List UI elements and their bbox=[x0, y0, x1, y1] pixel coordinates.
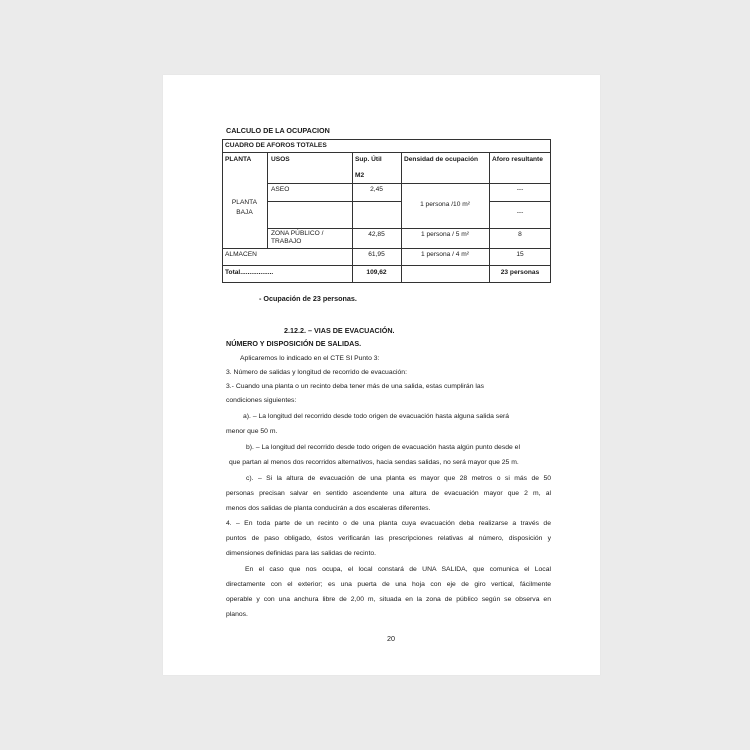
paragraph-line: condiciones siguientes: bbox=[226, 397, 297, 404]
row-aseo-uso: ASEO bbox=[271, 186, 290, 193]
paragraph-line: dimensiones definidas para las salidas de recinto. bbox=[226, 550, 376, 557]
aforos-table bbox=[222, 139, 551, 283]
row-total-aforo: 23 personas bbox=[500, 269, 540, 276]
paragraph-line: a). – La longitud del recorrido desde todo origen de evacuación hasta alguna salida será bbox=[243, 413, 510, 420]
densidad-shared: 1 persona /10 m² bbox=[420, 201, 470, 208]
paragraph-line: En el caso que nos ocupa, el local constará de UNA SALIDA, que comunica el Local bbox=[245, 566, 551, 573]
row-almacen-densidad: 1 persona / 4 m² bbox=[420, 251, 469, 258]
header-aforo: Aforo resultante bbox=[492, 156, 543, 163]
header-m2: M2 bbox=[355, 172, 365, 179]
page-number: 20 bbox=[387, 634, 395, 643]
header-densidad: Densidad de ocupación bbox=[404, 156, 479, 163]
paragraph-line: 3.- Cuando una planta o un recinto deba tener más de una salida, estas cumplirán las bbox=[226, 383, 485, 390]
paragraph-line: menor que 50 m. bbox=[226, 428, 278, 435]
paragraph-line: puntos de paso obligado, éstos verificarán las prescripciones relativas al número, disposición y bbox=[226, 535, 551, 542]
paragraph-line: b). – La longitud del recorrido desde todo origen de evacuación hasta algún punto desde el bbox=[246, 444, 520, 451]
paragraph-line: que partan al menos dos recorridos alternativos, hacia sendas salidas, no será mayor que 25 m. bbox=[229, 459, 519, 466]
paragraph-line: c). – Si la altura de evacuación de una planta es mayor que 28 metros o si más de 50 bbox=[246, 475, 551, 482]
header-planta: PLANTA bbox=[225, 156, 252, 163]
paragraph-line: personas precisan salvar en sentido ascendente una altura de evacuación mayor que 2 m, al bbox=[226, 490, 551, 497]
paragraph-line: planos. bbox=[226, 611, 248, 618]
section-title: 2.12.2. – VIAS DE EVACUACIÓN. bbox=[284, 326, 395, 335]
paragraph-line: directamente con el exterior; es una puerta de una hoja con eje de giro vertical, fácilmente bbox=[226, 581, 551, 588]
paragraph-line: operable y con una anchura libre de 2,00 m, situada en la zona de público según se observa en bbox=[226, 596, 551, 603]
row-zona-uso-line2: TRABAJO bbox=[271, 238, 302, 245]
heading-calculo: CALCULO DE LA OCUPACION bbox=[226, 126, 330, 135]
ocupacion-note: - Ocupación de 23 personas. bbox=[259, 294, 357, 303]
document-page bbox=[163, 75, 600, 675]
paragraph-line: menos dos salidas de planta conducirán a dos escaleras diferentes. bbox=[226, 505, 431, 512]
row-total-label: Total.................. bbox=[225, 269, 274, 276]
subsection-title: NÚMERO Y DISPOSICIÓN DE SALIDAS. bbox=[226, 339, 362, 348]
planta-baja-line2: BAJA bbox=[236, 209, 253, 216]
row-almacen-sup: 61,95 bbox=[368, 251, 385, 258]
row-aseo-aforo: --- bbox=[516, 186, 524, 193]
paragraph-line: 4. – En toda parte de un recinto o de una planta cuya evacuación deba realizarse a través de bbox=[226, 520, 551, 527]
paragraph-line: Aplicaremos lo indicado en el CTE SI Punto 3: bbox=[240, 355, 380, 362]
paragraph-line: 3. Número de salidas y longitud de recorrido de evacuación: bbox=[226, 369, 407, 376]
row-zona-sup: 42,85 bbox=[368, 231, 385, 238]
row-almacen-planta: ALMACEN bbox=[225, 251, 257, 258]
row-aseo-sup: 2,45 bbox=[370, 186, 383, 193]
row-empty-aforo: --- bbox=[516, 209, 524, 216]
row-zona-uso-line1: ZONA PÚBLICO / bbox=[271, 230, 324, 237]
row-almacen-aforo: 15 bbox=[516, 251, 524, 258]
table-caption: CUADRO DE AFOROS TOTALES bbox=[225, 142, 327, 149]
row-total-sup: 109,62 bbox=[366, 269, 387, 276]
planta-baja-line1: PLANTA bbox=[231, 199, 258, 206]
header-usos: USOS bbox=[271, 156, 290, 163]
header-sup-util: Sup. Útil bbox=[355, 156, 382, 163]
row-zona-aforo: 8 bbox=[518, 231, 522, 238]
row-zona-densidad: 1 persona / 5 m² bbox=[420, 231, 469, 238]
